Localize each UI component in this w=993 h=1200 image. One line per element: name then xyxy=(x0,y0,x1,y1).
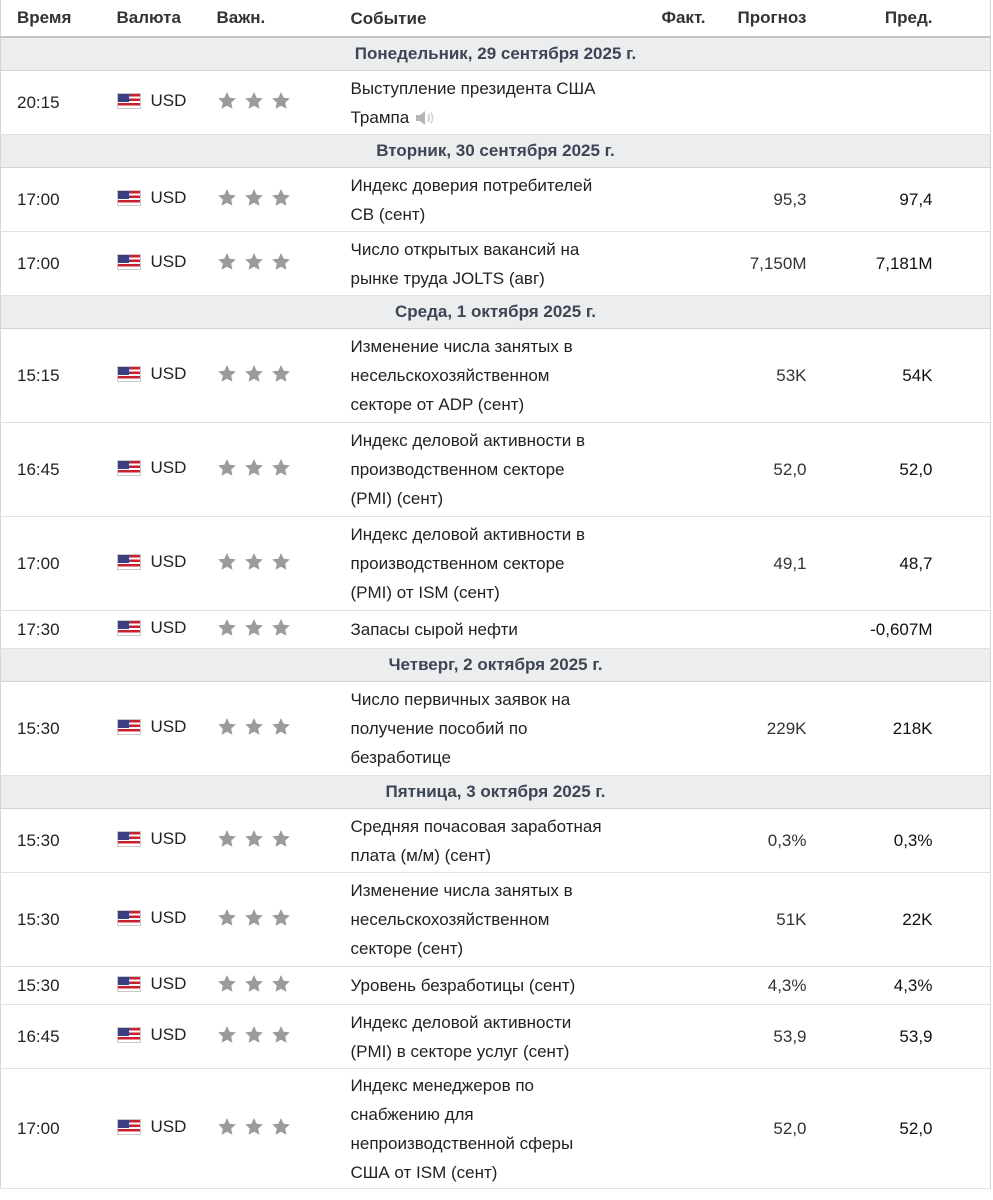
importance-stars xyxy=(217,91,291,110)
header-previous[interactable]: Пред. xyxy=(807,0,933,37)
importance-stars xyxy=(217,252,291,271)
star-icon xyxy=(271,908,291,927)
day-header: Вторник, 30 сентября 2025 г. xyxy=(1,135,991,168)
star-icon xyxy=(244,908,264,927)
event-row[interactable] xyxy=(1,1005,991,1069)
star-icon xyxy=(217,458,237,477)
event-previous: -0,607M xyxy=(807,611,933,649)
importance-stars xyxy=(217,829,291,848)
event-actual xyxy=(626,1005,706,1069)
star-icon xyxy=(244,188,264,207)
event-previous: 7,181M xyxy=(807,232,933,296)
event-title-line: Индекс доверия потребителей xyxy=(350,175,593,195)
day-header-row xyxy=(1,37,991,71)
event-title-line: безработице xyxy=(350,748,451,767)
star-icon xyxy=(271,188,291,207)
star-icon xyxy=(271,91,291,110)
event-time: 17:00 xyxy=(1,232,117,296)
header-actual[interactable]: Факт. xyxy=(626,0,706,37)
event-title-line: Индекс деловой активности xyxy=(350,1012,572,1032)
event-forecast: 229K xyxy=(706,682,807,776)
star-icon xyxy=(217,829,237,848)
star-icon xyxy=(217,1117,237,1136)
event-title-line: Изменение числа занятых в xyxy=(350,881,573,900)
star-icon xyxy=(271,829,291,848)
event-title-line: CB (сент) xyxy=(350,204,426,224)
day-header-row xyxy=(1,135,991,168)
event-currency: USD xyxy=(150,908,187,927)
star-icon xyxy=(244,974,264,993)
event-title[interactable] xyxy=(351,329,626,423)
event-title-line: Индекс деловой активности в xyxy=(350,431,585,450)
event-title-line: США от ISM (сент) xyxy=(350,1162,498,1182)
event-previous: 52,0 xyxy=(807,423,933,517)
star-icon xyxy=(217,974,237,993)
event-title-line: производственном секторе xyxy=(350,554,565,573)
us-flag-icon xyxy=(117,719,141,735)
event-actual xyxy=(626,809,706,873)
event-title-line: Изменение числа занятых в xyxy=(350,337,573,356)
star-icon xyxy=(244,252,264,271)
event-row[interactable] xyxy=(1,967,991,1005)
event-title[interactable] xyxy=(351,682,626,776)
event-time: 16:45 xyxy=(1,1005,117,1069)
event-title[interactable] xyxy=(351,71,626,135)
event-row[interactable] xyxy=(1,611,991,649)
event-time: 17:00 xyxy=(1,168,117,232)
day-header-row xyxy=(1,776,991,809)
event-actual xyxy=(626,423,706,517)
event-forecast: 51K xyxy=(706,873,807,967)
event-title-line: (PMI) в секторе услуг (сент) xyxy=(350,1041,570,1061)
event-title-line: Индекс менеджеров по xyxy=(350,1075,535,1095)
event-title-line: (PMI) от ISM (сент) xyxy=(350,583,500,602)
event-forecast: 95,3 xyxy=(706,168,807,232)
event-title-line: Средняя почасовая заработная xyxy=(350,816,602,836)
us-flag-icon xyxy=(117,910,141,926)
event-previous: 54K xyxy=(807,329,933,423)
star-icon xyxy=(217,717,237,736)
event-title-line: секторе (сент) xyxy=(350,939,464,958)
star-icon xyxy=(217,552,237,571)
event-time: 17:30 xyxy=(1,611,117,649)
event-title-line: Индекс деловой активности в xyxy=(350,525,585,544)
event-currency: USD xyxy=(150,252,187,271)
day-header-row xyxy=(1,296,991,329)
event-forecast: 53K xyxy=(706,329,807,423)
header-time[interactable]: Время xyxy=(1,0,117,37)
star-icon xyxy=(217,908,237,927)
event-title[interactable] xyxy=(351,1069,626,1189)
header-spacer xyxy=(933,0,991,37)
star-icon xyxy=(271,1117,291,1136)
header-event[interactable]: Событие xyxy=(351,0,626,37)
event-currency: USD xyxy=(150,1117,187,1136)
event-time: 15:30 xyxy=(1,873,117,967)
event-previous: 4,3% xyxy=(807,967,933,1005)
event-actual xyxy=(626,517,706,611)
us-flag-icon xyxy=(117,366,141,382)
event-row[interactable] xyxy=(1,682,991,776)
us-flag-icon xyxy=(117,976,141,992)
event-title[interactable] xyxy=(351,168,626,232)
event-actual xyxy=(626,1069,706,1189)
event-row[interactable] xyxy=(1,329,991,423)
event-actual xyxy=(626,873,706,967)
importance-stars xyxy=(217,364,291,383)
event-title-line: рынке труда JOLTS (авг) xyxy=(350,268,545,288)
star-icon xyxy=(271,252,291,271)
event-forecast xyxy=(706,71,807,135)
event-currency: USD xyxy=(150,91,187,110)
event-title-line: (PMI) (сент) xyxy=(350,489,444,508)
star-icon xyxy=(244,1117,264,1136)
event-actual xyxy=(626,71,706,135)
day-header-row xyxy=(1,649,991,682)
star-icon xyxy=(217,618,237,637)
speaker-icon[interactable] xyxy=(415,110,435,126)
star-icon xyxy=(244,618,264,637)
event-title[interactable] xyxy=(351,873,626,967)
event-currency: USD xyxy=(150,188,187,207)
star-icon xyxy=(271,364,291,383)
event-time: 15:30 xyxy=(1,967,117,1005)
event-title-line: несельскохозяйственном xyxy=(350,910,550,929)
us-flag-icon xyxy=(117,460,141,476)
event-currency: USD xyxy=(150,829,187,848)
header-currency[interactable]: Валюта xyxy=(117,0,217,37)
event-actual xyxy=(626,232,706,296)
star-icon xyxy=(217,252,237,271)
header-forecast[interactable]: Прогноз xyxy=(706,0,807,37)
event-forecast: 0,3% xyxy=(706,809,807,873)
event-row[interactable] xyxy=(1,71,991,135)
importance-stars xyxy=(217,908,291,927)
star-icon xyxy=(217,91,237,110)
event-title-line: Уровень безработицы (сент) xyxy=(350,976,576,995)
us-flag-icon xyxy=(117,1119,141,1135)
event-forecast: 52,0 xyxy=(706,1069,807,1189)
star-icon xyxy=(244,458,264,477)
table-header-row xyxy=(1,0,991,37)
event-row[interactable] xyxy=(1,873,991,967)
event-currency: USD xyxy=(150,618,187,637)
us-flag-icon xyxy=(117,1027,141,1043)
event-title-line: непроизводственной сферы xyxy=(350,1133,574,1153)
importance-stars xyxy=(217,618,291,637)
event-previous xyxy=(807,71,933,135)
importance-stars xyxy=(217,188,291,207)
star-icon xyxy=(217,188,237,207)
star-icon xyxy=(244,91,264,110)
event-forecast xyxy=(706,611,807,649)
star-icon xyxy=(271,618,291,637)
event-title-line: несельскохозяйственном xyxy=(350,366,550,385)
event-previous: 97,4 xyxy=(807,168,933,232)
star-icon xyxy=(244,552,264,571)
importance-stars xyxy=(217,552,291,571)
event-forecast: 4,3% xyxy=(706,967,807,1005)
event-title[interactable] xyxy=(351,1005,626,1069)
event-time: 15:30 xyxy=(1,809,117,873)
event-title-line: Запасы сырой нефти xyxy=(350,620,518,639)
event-title-line: секторе от ADP (сент) xyxy=(350,395,525,414)
event-currency: USD xyxy=(150,458,187,477)
event-row[interactable] xyxy=(1,168,991,232)
event-title[interactable] xyxy=(351,517,626,611)
importance-stars xyxy=(217,974,291,993)
us-flag-icon xyxy=(117,554,141,570)
us-flag-icon xyxy=(117,93,141,109)
star-icon xyxy=(271,1025,291,1044)
event-time: 16:45 xyxy=(1,423,117,517)
event-currency: USD xyxy=(150,974,187,993)
event-title-line: Выступление президента США xyxy=(350,78,596,98)
event-row[interactable] xyxy=(1,1069,991,1189)
event-forecast: 49,1 xyxy=(706,517,807,611)
event-title-line: производственном секторе xyxy=(350,460,565,479)
event-time: 17:00 xyxy=(1,517,117,611)
star-icon xyxy=(271,458,291,477)
event-previous: 53,9 xyxy=(807,1005,933,1069)
star-icon xyxy=(244,1025,264,1044)
importance-stars xyxy=(217,1117,291,1136)
event-title[interactable] xyxy=(351,423,626,517)
event-currency: USD xyxy=(150,552,187,571)
star-icon xyxy=(244,717,264,736)
star-icon xyxy=(244,364,264,383)
star-icon xyxy=(244,829,264,848)
event-previous: 52,0 xyxy=(807,1069,933,1189)
star-icon xyxy=(271,974,291,993)
event-actual xyxy=(626,682,706,776)
event-title-line: Число открытых вакансий на xyxy=(350,239,580,259)
event-title-line: Число первичных заявок на xyxy=(350,690,571,709)
event-previous: 22K xyxy=(807,873,933,967)
star-icon xyxy=(217,1025,237,1044)
event-forecast: 53,9 xyxy=(706,1005,807,1069)
event-time: 20:15 xyxy=(1,71,117,135)
event-row[interactable] xyxy=(1,517,991,611)
event-currency: USD xyxy=(150,717,187,736)
event-title-line: плата (м/м) (сент) xyxy=(350,845,492,865)
header-importance[interactable]: Важн. xyxy=(217,0,351,37)
event-actual xyxy=(626,967,706,1005)
event-title-line: Трампа xyxy=(350,107,410,127)
day-header: Среда, 1 октября 2025 г. xyxy=(1,296,991,329)
event-time: 15:30 xyxy=(1,682,117,776)
event-title-line: снабжению для xyxy=(350,1104,474,1124)
event-previous: 0,3% xyxy=(807,809,933,873)
importance-stars xyxy=(217,1025,291,1044)
event-actual xyxy=(626,329,706,423)
us-flag-icon xyxy=(117,831,141,847)
us-flag-icon xyxy=(117,620,141,636)
event-title[interactable] xyxy=(351,809,626,873)
event-title[interactable] xyxy=(351,967,626,1005)
event-actual xyxy=(626,168,706,232)
importance-stars xyxy=(217,717,291,736)
event-time: 17:00 xyxy=(1,1069,117,1189)
star-icon xyxy=(271,552,291,571)
event-title-line: получение пособий по xyxy=(350,719,528,738)
event-currency: USD xyxy=(150,1025,187,1044)
day-header: Понедельник, 29 сентября 2025 г. xyxy=(1,37,991,71)
star-icon xyxy=(271,717,291,736)
us-flag-icon xyxy=(117,190,141,206)
event-row[interactable] xyxy=(1,809,991,873)
us-flag-icon xyxy=(117,254,141,270)
event-currency: USD xyxy=(150,364,187,383)
event-forecast: 52,0 xyxy=(706,423,807,517)
event-row[interactable] xyxy=(1,232,991,296)
event-actual xyxy=(626,611,706,649)
event-time: 15:15 xyxy=(1,329,117,423)
event-title[interactable] xyxy=(351,232,626,296)
importance-stars xyxy=(217,458,291,477)
day-header: Четверг, 2 октября 2025 г. xyxy=(1,649,991,682)
event-previous: 48,7 xyxy=(807,517,933,611)
event-previous: 218K xyxy=(807,682,933,776)
event-row[interactable] xyxy=(1,423,991,517)
event-forecast: 7,150M xyxy=(706,232,807,296)
star-icon xyxy=(217,364,237,383)
event-title[interactable] xyxy=(351,611,626,649)
day-header: Пятница, 3 октября 2025 г. xyxy=(1,776,991,809)
